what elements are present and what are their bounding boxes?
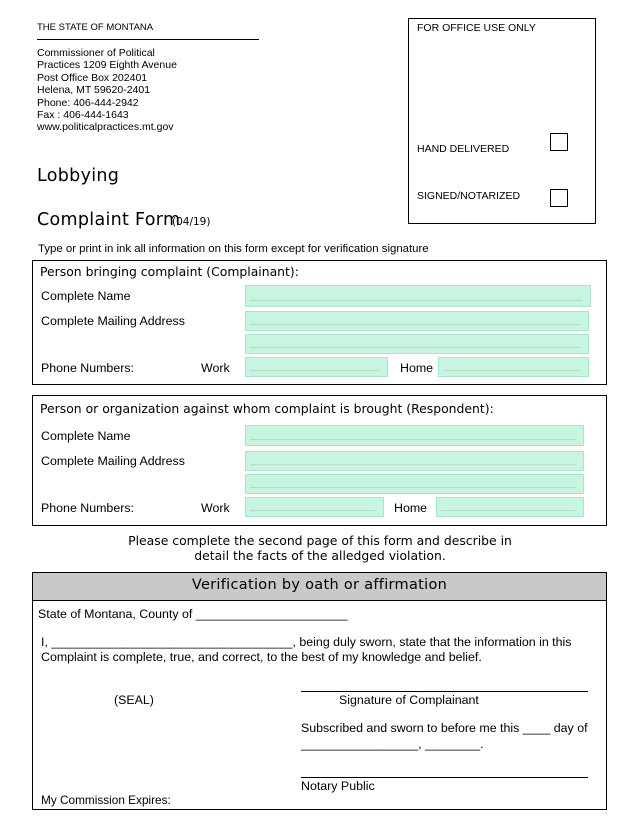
respondent-section	[32, 395, 607, 526]
office-use-title: FOR OFFICE USE ONLY	[417, 22, 536, 34]
header-divider	[37, 39, 259, 40]
respondent-address-label: Complete Mailing Address	[41, 454, 185, 468]
complainant-home-phone-field[interactable]	[438, 357, 589, 377]
complainant-address-label: Complete Mailing Address	[41, 314, 185, 328]
address-line: www.politicalpractices.mt.gov	[37, 121, 174, 134]
office-use-box	[408, 18, 596, 224]
complainant-home-label: Home	[400, 361, 434, 375]
subscribed-line-2: _________________, ________.	[301, 737, 484, 751]
form-instructions: Type or print in ink all information on this form except for verification signature	[38, 243, 429, 255]
respondent-name-field[interactable]	[245, 425, 584, 446]
address-line: Phone: 406-444-2942	[37, 96, 139, 109]
continue-note-line-2: detail the facts of the alledged violation.	[194, 547, 446, 563]
address-line: Fax : 406-444-1643	[37, 109, 129, 122]
verification-header	[32, 572, 607, 601]
respondent-work-phone-field[interactable]	[245, 497, 384, 517]
subscribed-line-1: Subscribed and sworn to before me this ____ day of	[301, 721, 588, 735]
form-title-complaint: Complaint Form	[37, 210, 181, 230]
complainant-address-field-1[interactable]	[245, 311, 589, 331]
notary-signature-line[interactable]	[301, 777, 588, 778]
continue-note	[0, 534, 640, 563]
respondent-home-label: Home	[394, 501, 428, 515]
respondent-name-label: Complete Name	[41, 429, 131, 443]
complainant-work-label: Work	[201, 361, 230, 375]
complainant-signature-line[interactable]	[301, 691, 588, 692]
hand-delivered-label: HAND DELIVERED	[417, 143, 510, 155]
respondent-home-phone-field[interactable]	[436, 497, 584, 517]
commission-expires-label: My Commission Expires:	[41, 793, 171, 807]
complainant-phone-label: Phone Numbers:	[41, 361, 134, 375]
respondent-heading: Person or organization against whom complaint is brought (Respondent):	[40, 401, 494, 416]
verification-body	[32, 600, 607, 810]
address-line: Post Office Box 202401	[37, 71, 148, 84]
continue-note-line-1: Please complete the second page of this form and describe in	[128, 533, 512, 548]
complainant-address-field-2[interactable]	[245, 334, 589, 354]
oath-statement-line-2: Complaint is complete, true, and correct, to the best of my knowledge and belief.	[41, 650, 482, 664]
notary-public-label: Notary Public	[301, 779, 375, 793]
respondent-address-field-2[interactable]	[245, 474, 584, 494]
respondent-phone-label: Phone Numbers:	[41, 501, 134, 515]
form-version: (04/19)	[172, 216, 211, 228]
address-line: Commissioner of Political	[37, 47, 155, 59]
complainant-name-field[interactable]	[245, 285, 591, 307]
address-line: Practices 1209 Eighth Avenue	[37, 59, 177, 72]
complainant-heading: Person bringing complaint (Complainant):	[40, 264, 299, 279]
verification-title: Verification by oath or affirmation	[191, 577, 448, 593]
signature-label: Signature of Complainant	[339, 693, 479, 707]
state-heading: THE STATE OF MONTANA	[37, 22, 154, 33]
respondent-address-field-1[interactable]	[245, 451, 584, 471]
respondent-work-label: Work	[201, 501, 230, 515]
complainant-section	[32, 260, 607, 385]
signed-notarized-label: SIGNED/NOTARIZED	[417, 190, 521, 202]
complainant-work-phone-field[interactable]	[245, 357, 388, 377]
oath-statement-line-1: I, ___________________________________, being duly sworn, state that the information in this	[41, 635, 572, 649]
address-line: Helena, MT 59620-2401	[37, 84, 151, 97]
signed-notarized-checkbox[interactable]	[550, 189, 568, 207]
hand-delivered-checkbox[interactable]	[550, 133, 568, 151]
commissioner-address	[37, 47, 177, 134]
seal-label: (SEAL)	[114, 693, 154, 707]
form-title-lobbying: Lobbying	[37, 166, 120, 186]
county-line: State of Montana, County of ______________________	[38, 607, 348, 621]
complainant-name-label: Complete Name	[41, 289, 131, 303]
